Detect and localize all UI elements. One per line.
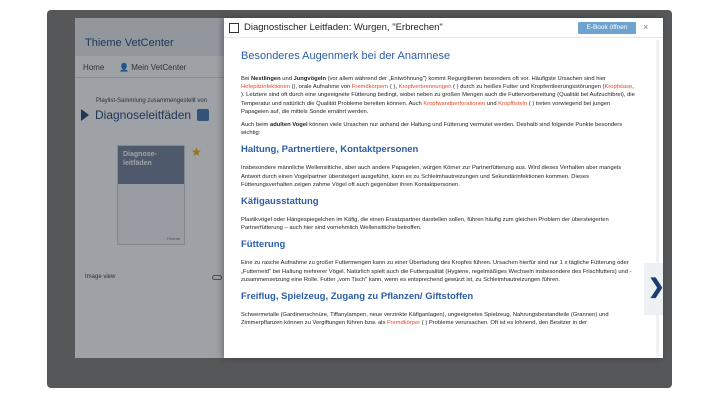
modal-title: Diagnostischer Leitfaden: Wurgen, "Erbrechen" <box>244 22 443 33</box>
modal-header <box>224 18 663 38</box>
page-title: Diagnoseleitfäden <box>95 108 192 122</box>
image-view-label: Image view <box>85 274 116 280</box>
nav-my-vetcenter[interactable]: 👤 Mein VetCenter <box>119 63 187 72</box>
card-title: Diagnose-leitfäden <box>118 146 184 184</box>
adult-paragraph: Auch beim adulten Vogel können viele Ursachen nur anhand der Haltung und Fütterung vermutet werden. Deshalb sind folgende Punkte besonders wichtig: <box>241 122 623 137</box>
nav-home[interactable]: Home <box>83 63 105 72</box>
section-text: Insbesondere männliche Wellensittiche, aber auch andere Papageien, würgen Körner zur Partnerfütterung aus. Wird dieses Verhalten aber mangels Antwort durch einen Vogelpartner übersteigert ausgeführt, kann es zu Schleimhautreizungen und Sekundärinfektionen kommen. Dieses Fütterungsverhalten zeigen zahme Vögel oft auch gegenüber ihren Kontaktpersonen. <box>241 165 622 188</box>
playlist-label: Playlist-Sammlung zusammengestellt von <box>96 98 208 104</box>
link-kropfverbrennungen[interactable]: Kropfverbrennungen <box>398 84 452 91</box>
modal-content <box>224 40 644 358</box>
link-hefepilzinfektionen[interactable]: Hefepilzinfektionen <box>241 84 290 91</box>
next-button[interactable] <box>644 263 663 315</box>
link-kropffisteln[interactable]: Kropffisteln <box>498 100 528 107</box>
section-text: Schwermetalle (Gardinenschnüre, Tiffanylampen, neue verzinkte Käfiganlagen), ungeeignetes Spielzeug, Nahrungsbestandteile (Grannen) und Zimmerpflanzen können zu Vergiftungen führen bzw. als Fremdkörper ( ) Probleme verursachen. Oft ist es lohnend, den Besitzer in der <box>241 312 609 327</box>
ebook-open-button[interactable]: E-Book öffnen <box>578 22 636 34</box>
close-icon[interactable]: × <box>643 22 649 32</box>
section-heading: Freiflug, Spielzeug, Zugang zu Pflanzen/ Giftstoffen <box>241 291 474 303</box>
section-text: Eine zu rasche Aufnahme zu großer Futtermengen kann zu einer Überladung des Kropfes führen. Ursachen hierfür sind nur 1 x tägliche Fütterung oder „Futterneid" bei Haltung mehrerer Vögel. Natürlich spielt auch die Futterqualität (Hygiene, regelmäßiges Wechseln insbesondere des Frischfutters) und -zusammensetzung eine Rolle. Futter „vom Tisch" kann, wenn es entsprechend gewürzt ist, zu Schleimhautreizungen führen. <box>241 260 632 283</box>
guide-modal <box>224 18 663 358</box>
section-heading-anamnese: Besonderes Augenmerk bei der Anamnese <box>241 50 451 62</box>
section-heading: Fütterung <box>241 239 286 251</box>
link-fremdkoerper[interactable]: Fremdkörper <box>386 320 421 327</box>
screen <box>75 18 663 358</box>
section-text: Plastikvögel oder Hängespiegelchen im Käfig, die einen Ersatzpartner darstellen sollen, führen häufig zum gleichen Problem der übersteigerten Partnerfütterung – auch hier sind vornehmlich Wellensittiche betroffen. <box>241 217 609 232</box>
section-heading: Käfigausstattung <box>241 196 319 208</box>
logo[interactable]: Thieme VetCenter <box>85 37 174 49</box>
link-fremdkoerpern[interactable]: Fremdkörpern <box>351 84 389 91</box>
card-brand: Thieme <box>166 236 180 241</box>
section-heading: Haltung, Partnertiere, Kontaktpersonen <box>241 144 419 156</box>
link-kropfstase[interactable]: Kropfstase <box>604 84 633 91</box>
link-kropfwandperforationen[interactable]: Kropfwandperforationen <box>423 100 486 107</box>
checkbox[interactable] <box>229 23 239 33</box>
star-icon[interactable]: ★ <box>191 145 202 159</box>
intro-paragraph: Bei Nestlingen und Jungvögeln (vor allem während der „Entwöhnung") kommt Regurgitieren besonders oft vor. Häufigste Ursachen sind hier Hefepilzinfektionen (), orale Aufnahme von Fremdkörpern ( ), Kropfverbrennungen ( ) durch zu heißes Futter und Kropfentleerungsstörungen (Kropfstase, ). Letztere sind oft durch eine ungeeignete Fütterung bedingt, wobei neben zu großen Mengen auch die Futtervorbereitung (Qualität bei Aufzuchtbrei), die Temperatur und natürlich die Qualität Probleme bereiten können. Auch Kropfwandperforationen und Kropffisteln ( ) treten vorwiegend bei jungen Papageien auf, die mittels Sonde ernährt werden. <box>241 76 635 115</box>
user-icon: 👤 <box>119 63 132 72</box>
chevron-right-icon: ❯ <box>648 276 665 298</box>
